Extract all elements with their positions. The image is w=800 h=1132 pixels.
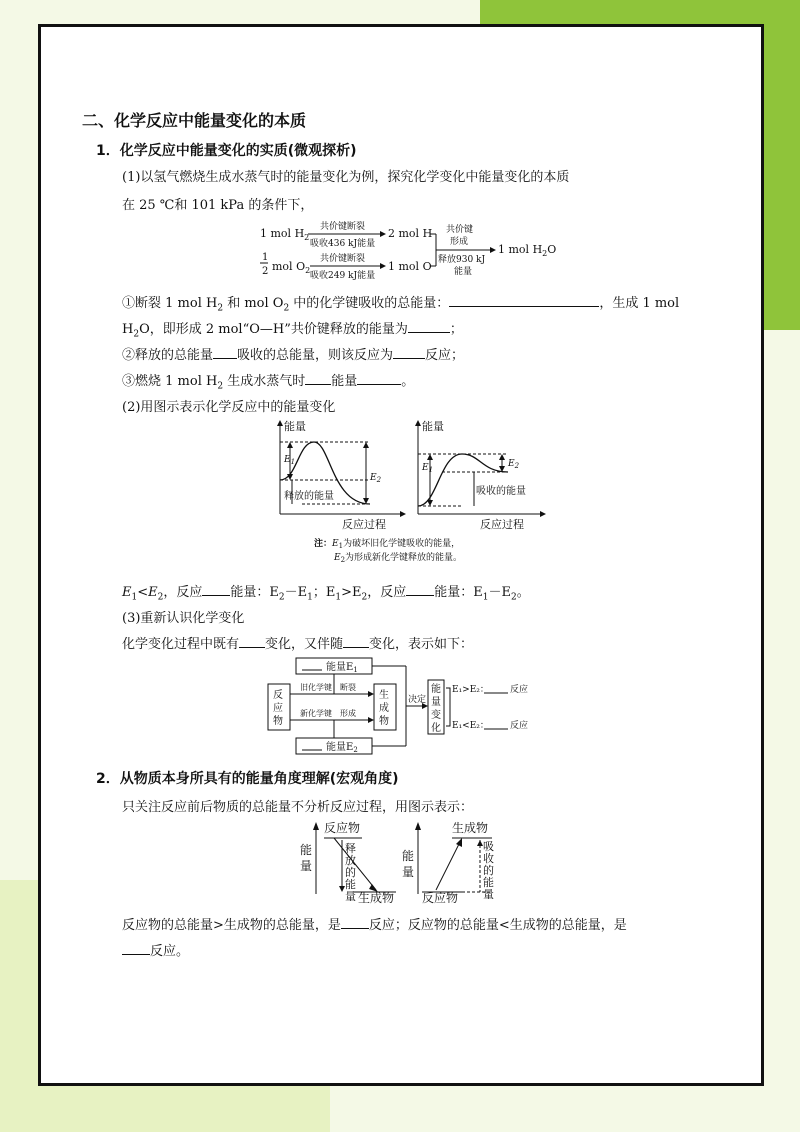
paragraph-1: (1)以氢气燃烧生成水蒸气时的能量变化为例，探究化学变化中能量变化的本质 (122, 170, 570, 185)
svg-text:能: 能 (402, 849, 415, 863)
bond-energy-scheme (250, 216, 557, 282)
svg-text:1 mol O: 1 mol O (388, 260, 432, 273)
svg-text:能: 能 (431, 684, 441, 695)
svg-text:反应过程: 反应过程 (342, 518, 386, 531)
svg-text:能量E1: 能量$E_1$ (326, 662, 358, 674)
svg-text:吸: 吸 (483, 840, 494, 853)
paragraph-4: (3)重新认识化学变化 (122, 611, 245, 626)
svg-text:形成: 形成 (450, 237, 469, 247)
svg-text:反应: 反应 (510, 721, 529, 731)
svg-text:量: 量 (402, 865, 415, 879)
svg-text:变: 变 (431, 710, 441, 721)
svg-text:E₁>E₂：: E₁>E₂： (452, 685, 489, 695)
answer-blank[interactable] (406, 583, 434, 596)
svg-text:吸收249 kJ能量: 吸收249 kJ能量 (310, 271, 376, 281)
svg-text:物: 物 (273, 716, 283, 727)
svg-text:反应物: 反应物 (324, 821, 361, 835)
svg-text:2: 2 (262, 266, 269, 277)
svg-text:能量: 能量 (284, 420, 306, 433)
svg-text:应: 应 (273, 703, 283, 714)
svg-text:释放的能量: 释放的能量 (284, 491, 334, 502)
svg-text:mol O2: mol $O_2$ (272, 260, 311, 275)
svg-text:新化学键: 新化学键 (300, 709, 332, 718)
svg-text:放: 放 (345, 854, 356, 867)
answer-blank[interactable] (393, 346, 425, 359)
svg-text:能量: 能量 (422, 420, 444, 433)
macro-energy-diagrams (296, 818, 506, 904)
svg-text:能: 能 (483, 876, 494, 889)
svg-text:E2为形成新化学键释放的能量。: $E_2$为形成新化学键释放的能量。 (334, 553, 463, 564)
paragraph-7: 反应物的总能量>生成物的总能量，是 反应；反应物的总能量<生成物的总能量，是 (122, 918, 627, 933)
svg-text:释放930 kJ: 释放930 kJ (438, 255, 486, 265)
paragraph-5: 化学变化过程中既有 变化，又伴随 变化，表示如下： (122, 637, 474, 652)
svg-text:E1: $E_1$ (284, 455, 296, 466)
svg-text:断裂: 断裂 (340, 683, 356, 692)
answer-blank[interactable] (213, 346, 237, 359)
paragraph-8: 反应。 (122, 940, 189, 959)
svg-text:的: 的 (345, 866, 356, 879)
exothermic-graph (277, 419, 406, 531)
svg-text:能: 能 (300, 843, 313, 857)
svg-text:反: 反 (273, 690, 283, 701)
svg-text:2 mol H: 2 mol H (388, 227, 433, 240)
svg-text:1 mol H2O: 1 mol $H_2O$ (498, 243, 557, 258)
svg-text:量: 量 (483, 888, 494, 901)
svg-text:注：E1为破坏旧化学键吸收的能量，: 注：$E_1$为破坏旧化学键吸收的能量， (314, 539, 461, 550)
chemical-change-flow (266, 654, 546, 758)
svg-text:共价键断裂: 共价键断裂 (320, 222, 366, 232)
answer-blank[interactable] (357, 372, 401, 385)
svg-text:反应过程: 反应过程 (480, 518, 524, 531)
paragraph-3: (2)用图示表示化学反应中的能量变化 (122, 400, 336, 415)
svg-text:E2: $E_2$ (508, 459, 520, 470)
svg-text:吸收的能量: 吸收的能量 (476, 486, 526, 497)
endothermic-graph (415, 419, 546, 531)
svg-text:共价键: 共价键 (446, 225, 474, 235)
energy-relation-line: $E_1<E_2$，反应 能量：$E_2-E_1$；$E_1>E_2$，反应 能量：$E_1-E_2$。 (122, 585, 530, 603)
question-1-cont: $H_2O$，即形成 2 mol“O—H”共价键释放的能量为 ； (122, 322, 463, 340)
svg-text:成: 成 (379, 703, 389, 714)
svg-text:生成物: 生成物 (452, 821, 489, 835)
svg-text:能量: 能量 (454, 267, 473, 277)
svg-text:E2: $E_2$ (370, 473, 382, 484)
svg-text:的: 的 (483, 864, 494, 877)
answer-blank[interactable] (343, 635, 369, 648)
answer-blank[interactable] (408, 320, 450, 333)
energy-profile-diagrams (262, 418, 562, 576)
question-1: ①断裂 1 mol $H_2$ 和 mol $O_2$ 中的化学键吸收的总能量： ，生成 1 mol (122, 296, 680, 314)
subsection-title-2: 2．从物质本身所具有的能量角度理解(宏观角度) (96, 771, 399, 787)
svg-text:吸收436 kJ能量: 吸收436 kJ能量 (310, 239, 376, 249)
answer-blank[interactable] (202, 583, 230, 596)
answer-blank[interactable] (122, 942, 150, 955)
svg-text:形成: 形成 (340, 709, 356, 718)
answer-blank[interactable] (239, 635, 265, 648)
svg-text:E₁<E₂：: E₁<E₂： (452, 721, 489, 731)
paragraph-6: 只关注反应前后物质的总能量不分析反应过程，用图示表示： (122, 800, 474, 815)
svg-text:E1: $E_1$ (422, 463, 434, 474)
question-3: ③燃烧 1 mol $H_2$ 生成水蒸气时 能量 。 (122, 374, 415, 392)
svg-text:能: 能 (345, 878, 356, 891)
svg-text:共价键断裂: 共价键断裂 (320, 254, 366, 264)
svg-text:生成物: 生成物 (358, 891, 395, 905)
section-title: 二、化学反应中能量变化的本质 (82, 111, 307, 130)
svg-text:化: 化 (431, 723, 441, 734)
svg-text:量: 量 (431, 697, 441, 708)
answer-blank[interactable] (341, 916, 369, 929)
paragraph-2: 在 25 ℃和 101 kPa 的条件下， (122, 198, 314, 213)
question-2: ②释放的总能量 吸收的总能量，则该反应为 反应； (122, 348, 465, 363)
svg-text:生: 生 (379, 690, 389, 701)
svg-text:量: 量 (300, 859, 313, 873)
svg-text:反应物: 反应物 (422, 891, 459, 905)
answer-blank[interactable] (305, 372, 331, 385)
svg-text:反应: 反应 (510, 685, 529, 695)
svg-text:1 mol H2: 1 mol $H_2$ (260, 227, 310, 242)
answer-blank[interactable] (449, 294, 599, 307)
svg-text:1: 1 (262, 252, 269, 263)
svg-text:能量E2: 能量$E_2$ (326, 742, 358, 754)
subsection-title-1: 1．化学反应中能量变化的实质(微观探析) (96, 143, 357, 159)
svg-text:量: 量 (345, 890, 356, 903)
svg-text:物: 物 (379, 716, 389, 727)
svg-text:收: 收 (483, 852, 494, 865)
svg-text:释: 释 (345, 842, 356, 855)
svg-text:旧化学键: 旧化学键 (300, 683, 332, 692)
svg-text:决定: 决定 (408, 695, 427, 705)
